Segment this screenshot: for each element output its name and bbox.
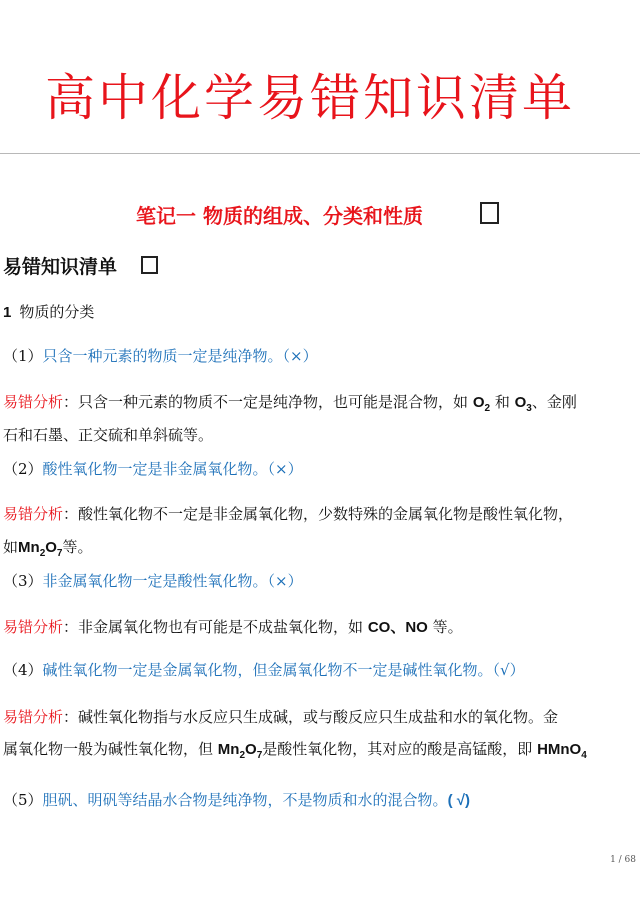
subheading-checkbox[interactable] <box>141 256 158 274</box>
question-4: （4）碱性氧化物一定是金属氧化物，但金属氧化物不一定是碱性氧化物。（√） <box>3 661 525 679</box>
question-3: （3）非金属氧化物一定是酸性氧化物。（×） <box>3 572 303 590</box>
analysis-2-line-2: 如$Mn_2O_7$等。 <box>3 538 93 559</box>
analysis-2-line-1: 易错分析：酸性氧化物不一定是非金属氧化物，少数特殊的金属氧化物是酸性氧化物， <box>3 505 574 523</box>
section-checkbox[interactable] <box>480 202 499 224</box>
topic-number: 1 <box>3 304 12 321</box>
subheading: 易错知识清单 <box>3 256 118 278</box>
question-text: 只含一种元素的物质一定是纯净物。（×） <box>42 347 318 365</box>
topic-text: 物质的分类 <box>19 303 95 321</box>
analysis-3: 易错分析：非金属氧化物也有可能是不成盐氧化物，如 CO、NO 等。 <box>3 618 463 636</box>
question-5: （5）胆矾、明矾等结晶水合物是纯净物，不是物质和水的混合物。( √) <box>3 791 470 809</box>
analysis-4-line-1: 易错分析：碱性氧化物指与水反应只生成碱，或与酸反应只生成盐和水的氧化物。金 <box>3 708 559 726</box>
topic-heading <box>3 301 94 322</box>
analysis-1-line-1: 易错分析：只含一种元素的物质不一定是纯净物，也可能是混合物，如 $O_2$ 和 $O_3$、金刚 <box>3 393 577 414</box>
analysis-4-line-2: 属氧化物一般为碱性氧化物，但 $Mn_2O_7$是酸性氧化物，其对应的酸是高锰酸，即 HMnO$_4$ <box>3 740 587 761</box>
question-1 <box>3 345 318 366</box>
question-2: （2）酸性氧化物一定是非金属氧化物。（×） <box>3 460 303 478</box>
question-number: （1） <box>3 347 43 365</box>
section-heading: 笔记一 物质的组成、分类和性质 <box>136 204 423 228</box>
divider <box>0 153 640 154</box>
page-indicator: 1 / 68 <box>610 855 636 865</box>
analysis-label: 易错分析 <box>3 393 64 411</box>
analysis-1-line-2: 石和石墨、正交硫和单斜硫等。 <box>3 426 214 444</box>
document-title: 高中化学易错知识清单 <box>45 69 575 127</box>
